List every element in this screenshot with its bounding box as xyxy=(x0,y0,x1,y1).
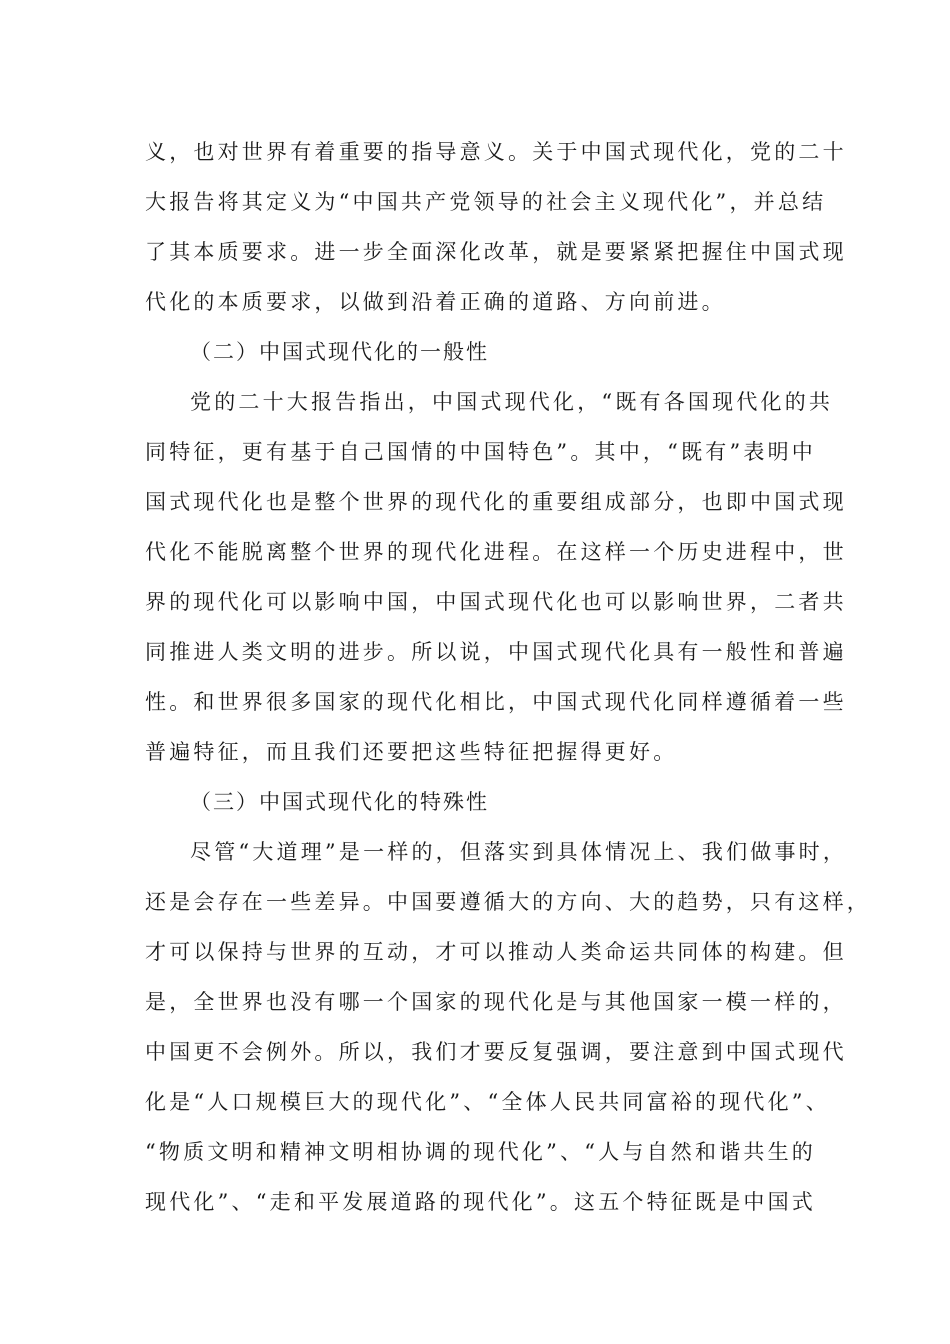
text-line: 了其本质要求。进一步全面深化改革，就是要紧紧把握住中国式现 xyxy=(145,240,847,264)
paragraph-first-line: 尽管“大道理”是一样的，但落实到具体情况上、我们做事时， xyxy=(190,840,848,864)
text-line: 义，也对世界有着重要的指导意义。关于中国式现代化，党的二十 xyxy=(145,140,847,164)
text-line: 大报告将其定义为“中国共产党领导的社会主义现代化”，并总结 xyxy=(145,190,827,214)
text-line: 同推进人类文明的进步。所以说，中国式现代化具有一般性和普遍 xyxy=(145,640,847,664)
text-line: 是，全世界也没有哪一个国家的现代化是与其他国家一模一样的， xyxy=(145,990,847,1014)
text-line: 普遍特征，而且我们还要把这些特征把握得更好。 xyxy=(145,740,678,764)
text-line: 才可以保持与世界的互动，才可以推动人类命运共同体的构建。但 xyxy=(145,940,847,964)
text-line: 现代化”、“走和平发展道路的现代化”。这五个特征既是中国式 xyxy=(145,1190,817,1214)
text-line: 同特征，更有基于自己国情的中国特色”。其中，“既有”表明中 xyxy=(145,440,817,464)
text-line: 化是“人口规模巨大的现代化”、“全体人民共同富裕的现代化”、 xyxy=(145,1090,830,1114)
text-line: 还是会存在一些差异。中国要遵循大的方向、大的趋势，只有这样， xyxy=(145,890,871,914)
text-line: 界的现代化可以影响中国，中国式现代化也可以影响世界，二者共 xyxy=(145,590,847,614)
section-heading: （三）中国式现代化的特殊性 xyxy=(190,790,489,814)
text-line: 国式现代化也是整个世界的现代化的重要组成部分，也即中国式现 xyxy=(145,490,847,514)
text-line: 代化的本质要求，以做到沿着正确的道路、方向前进。 xyxy=(145,290,726,314)
paragraph-first-line: 党的二十大报告指出，中国式现代化，“既有各国现代化的共 xyxy=(190,390,834,414)
text-line: “物质文明和精神文明相协调的现代化”、“人与自然和谐共生的 xyxy=(145,1140,817,1164)
text-line: 中国更不会例外。所以，我们才要反复强调，要注意到中国式现代 xyxy=(145,1040,847,1064)
section-heading: （二）中国式现代化的一般性 xyxy=(190,340,489,364)
text-line: 性。和世界很多国家的现代化相比，中国式现代化同样遵循着一些 xyxy=(145,690,847,714)
text-line: 代化不能脱离整个世界的现代化进程。在这样一个历史进程中，世 xyxy=(145,540,847,564)
